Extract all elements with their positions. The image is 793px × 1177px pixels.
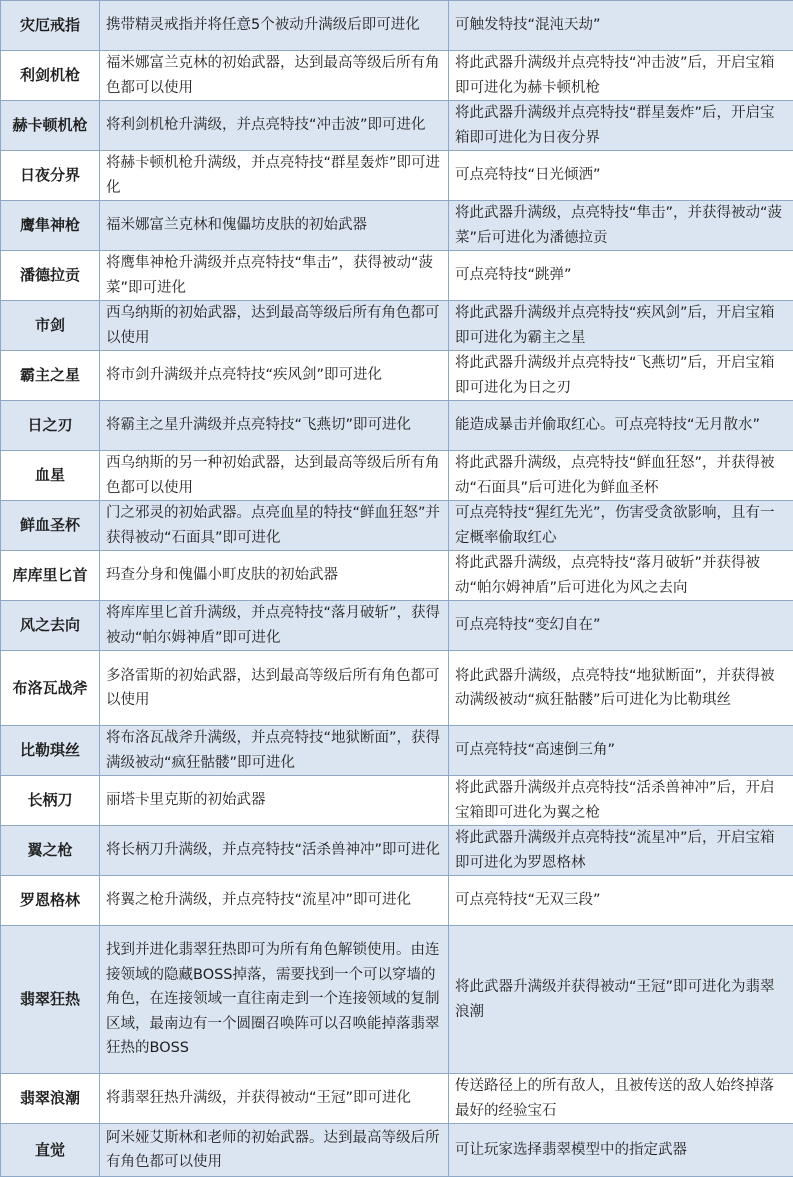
weapon-name-cell: 血星 xyxy=(1,451,100,501)
table-row xyxy=(1,926,793,1074)
weapon-name-cell: 风之去向 xyxy=(1,601,100,651)
weapon-name-cell: 日之刃 xyxy=(1,401,100,451)
weapon-name-cell: 翡翠浪潮 xyxy=(1,1074,100,1124)
acquire-method-cell: 将霸主之星升满级并点亮特技“飞燕切”即可进化 xyxy=(100,401,449,451)
acquire-method-cell: 将库库里匕首升满级，并点亮特技“落月破斩”，获得被动“帕尔姆神盾”即可进化 xyxy=(100,601,449,651)
table-row xyxy=(1,501,793,551)
table-row xyxy=(1,251,793,301)
weapon-name-cell: 日夜分界 xyxy=(1,151,100,201)
evolution-effect-cell: 将此武器升满级并点亮特技“流星冲”后，开启宝箱即可进化为罗恩格林 xyxy=(449,826,793,876)
acquire-method-cell: 福米娜富兰克林和傀儡坊皮肤的初始武器 xyxy=(100,201,449,251)
acquire-method-cell: 多洛雷斯的初始武器，达到最高等级后所有角色都可以使用 xyxy=(100,651,449,726)
table-body xyxy=(1,1,793,1177)
table-row xyxy=(1,401,793,451)
evolution-effect-cell: 可点亮特技“无双三段” xyxy=(449,876,793,926)
evolution-effect-cell: 传送路径上的所有敌人，且被传送的敌人始终掉落最好的经验宝石 xyxy=(449,1074,793,1124)
evolution-effect-cell: 可点亮特技“高速倒三角” xyxy=(449,726,793,776)
evolution-effect-cell: 可点亮特技“跳弹” xyxy=(449,251,793,301)
evolution-effect-cell: 将此武器升满级，点亮特技“隼击”，并获得被动“菠菜”后可进化为潘德拉贡 xyxy=(449,201,793,251)
weapon-name-cell: 比勒琪丝 xyxy=(1,726,100,776)
evolution-effect-cell: 将此武器升满级，点亮特技“落月破斩”并获得被动“帕尔姆神盾”后可进化为风之去向 xyxy=(449,551,793,601)
table-row xyxy=(1,601,793,651)
acquire-method-cell: 将利剑机枪升满级，并点亮特技“冲击波”即可进化 xyxy=(100,101,449,151)
acquire-method-cell: 西乌纳斯的另一种初始武器，达到最高等级后所有角色都可以使用 xyxy=(100,451,449,501)
weapon-name-cell: 罗恩格林 xyxy=(1,876,100,926)
weapon-name-cell: 库库里匕首 xyxy=(1,551,100,601)
weapon-name-cell: 鹰隼神枪 xyxy=(1,201,100,251)
acquire-method-cell: 将翡翠狂热升满级，并获得被动“王冠”即可进化 xyxy=(100,1074,449,1124)
table-row xyxy=(1,651,793,726)
evolution-effect-cell: 可点亮特技“变幻自在” xyxy=(449,601,793,651)
table-row xyxy=(1,1124,793,1177)
table-row xyxy=(1,101,793,151)
evolution-effect-cell: 将此武器升满级并点亮特技“群星轰炸”后，开启宝箱即可进化为日夜分界 xyxy=(449,101,793,151)
acquire-method-cell: 将赫卡顿机枪升满级，并点亮特技“群星轰炸”即可进化 xyxy=(100,151,449,201)
evolution-effect-cell: 可让玩家选择翡翠模型中的指定武器 xyxy=(449,1124,793,1177)
acquire-method-cell: 门之邪灵的初始武器。点亮血星的特技“鲜血狂怒”并获得被动“石面具”即可进化 xyxy=(100,501,449,551)
acquire-method-cell: 携带精灵戒指并将任意5个被动升满级后即可进化 xyxy=(100,1,449,51)
table-row xyxy=(1,551,793,601)
evolution-effect-cell: 将此武器升满级，点亮特技“地狱断面”，并获得被动满级被动“疯狂骷髅”后可进化为比勒琪丝 xyxy=(449,651,793,726)
weapon-name-cell: 布洛瓦战斧 xyxy=(1,651,100,726)
table-row xyxy=(1,51,793,101)
table-row xyxy=(1,1,793,51)
evolution-effect-cell: 可触发特技“混沌天劫” xyxy=(449,1,793,51)
table-row xyxy=(1,726,793,776)
weapon-name-cell: 长柄刀 xyxy=(1,776,100,826)
weapon-name-cell: 潘德拉贡 xyxy=(1,251,100,301)
evolution-effect-cell: 将此武器升满级并点亮特技“冲击波”后，开启宝箱即可进化为赫卡顿机枪 xyxy=(449,51,793,101)
evolution-effect-cell: 将此武器升满级，点亮特技“鲜血狂怒”，并获得被动“石面具”后可进化为鲜血圣杯 xyxy=(449,451,793,501)
evolution-effect-cell: 将此武器升满级并点亮特技“飞燕切”后，开启宝箱即可进化为日之刃 xyxy=(449,351,793,401)
acquire-method-cell: 找到并进化翡翠狂热即可为所有角色解锁使用。由连接领域的隐藏BOSS掉落，需要找到一个可以穿墙的角色，在连接领域一直往南走到一个连接领域的复制区域，最南边有一个圆圈召唤阵可以召唤能掉落翡翠狂热的BOSS xyxy=(100,926,449,1074)
evolution-effect-cell: 可点亮特技“猩红先光”，伤害受贪欲影响，且有一定概率偷取红心 xyxy=(449,501,793,551)
weapon-name-cell: 灾厄戒指 xyxy=(1,1,100,51)
weapon-name-cell: 市剑 xyxy=(1,301,100,351)
table-row xyxy=(1,201,793,251)
acquire-method-cell: 西乌纳斯的初始武器，达到最高等级后所有角色都可以使用 xyxy=(100,301,449,351)
table-row xyxy=(1,151,793,201)
acquire-method-cell: 将布洛瓦战斧升满级，并点亮特技“地狱断面”，获得满级被动“疯狂骷髅”即可进化 xyxy=(100,726,449,776)
weapon-name-cell: 赫卡顿机枪 xyxy=(1,101,100,151)
acquire-method-cell: 将翼之枪升满级，并点亮特技“流星冲”即可进化 xyxy=(100,876,449,926)
table-row xyxy=(1,826,793,876)
weapon-name-cell: 直觉 xyxy=(1,1124,100,1177)
table-row xyxy=(1,301,793,351)
table-row xyxy=(1,451,793,501)
acquire-method-cell: 丽塔卡里克斯的初始武器 xyxy=(100,776,449,826)
evolution-effect-cell: 将此武器升满级并点亮特技“活杀兽神冲”后，开启宝箱即可进化为翼之枪 xyxy=(449,776,793,826)
evolution-effect-cell: 将此武器升满级并点亮特技“疾风剑”后，开启宝箱即可进化为霸主之星 xyxy=(449,301,793,351)
acquire-method-cell: 将市剑升满级并点亮特技“疾风剑”即可进化 xyxy=(100,351,449,401)
weapon-name-cell: 利剑机枪 xyxy=(1,51,100,101)
table-row xyxy=(1,776,793,826)
acquire-method-cell: 将长柄刀升满级，并点亮特技“活杀兽神冲”即可进化 xyxy=(100,826,449,876)
evolution-effect-cell: 将此武器升满级并获得被动“王冠”即可进化为翡翠浪潮 xyxy=(449,926,793,1074)
weapon-name-cell: 鲜血圣杯 xyxy=(1,501,100,551)
table-row xyxy=(1,351,793,401)
acquire-method-cell: 阿米娅艾斯林和老师的初始武器。达到最高等级后所有角色都可以使用 xyxy=(100,1124,449,1177)
weapon-name-cell: 霸主之星 xyxy=(1,351,100,401)
evolution-effect-cell: 能造成暴击并偷取红心。可点亮特技“无月散水” xyxy=(449,401,793,451)
acquire-method-cell: 福米娜富兰克林的初始武器，达到最高等级后所有角色都可以使用 xyxy=(100,51,449,101)
acquire-method-cell: 将鹰隼神枪升满级并点亮特技“隼击”，获得被动“菠菜”即可进化 xyxy=(100,251,449,301)
table-row xyxy=(1,1074,793,1124)
acquire-method-cell: 玛查分身和傀儡小町皮肤的初始武器 xyxy=(100,551,449,601)
table-row xyxy=(1,876,793,926)
weapon-name-cell: 翼之枪 xyxy=(1,826,100,876)
weapon-name-cell: 翡翠狂热 xyxy=(1,926,100,1074)
evolution-effect-cell: 可点亮特技“日光倾洒” xyxy=(449,151,793,201)
